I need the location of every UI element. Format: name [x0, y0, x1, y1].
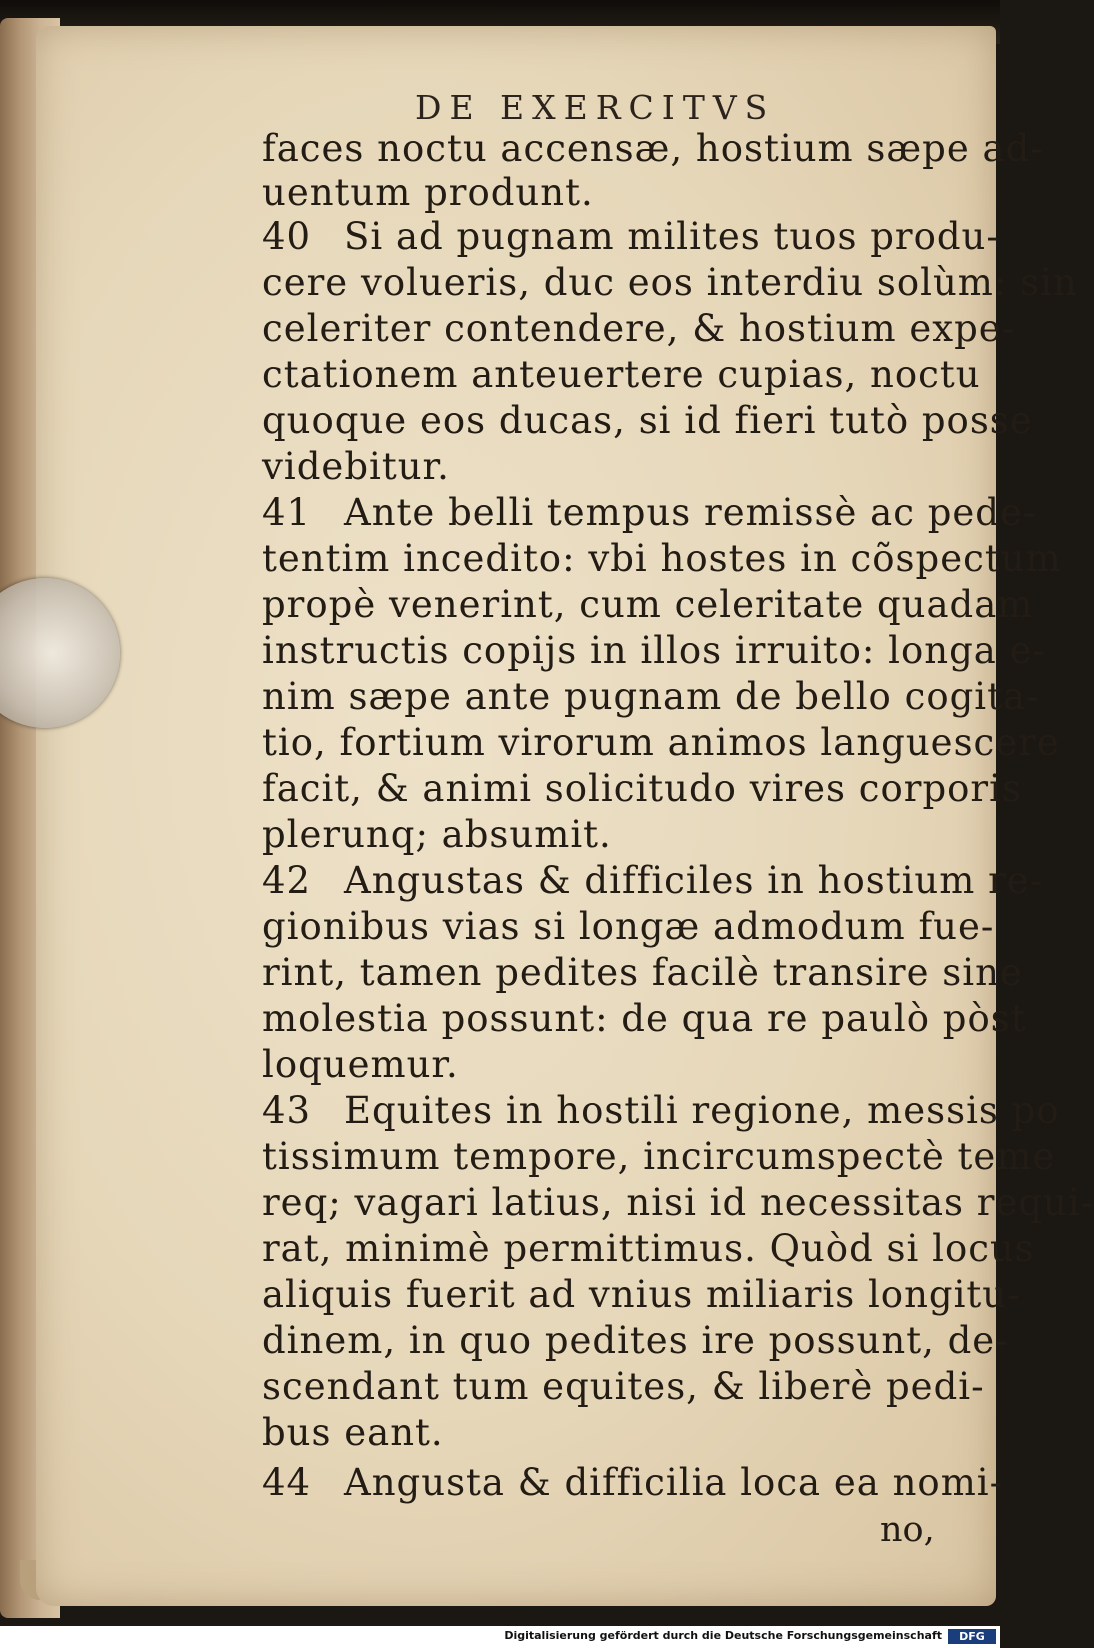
text-line: gionibus vias si longæ admodum fue-	[262, 905, 995, 948]
text-line: cere volueris, duc eos interdiu solùm: sin	[262, 261, 1078, 304]
section-number: 44	[262, 1461, 312, 1504]
section-number: 41	[262, 491, 312, 534]
section-number: 42	[262, 859, 312, 902]
text-line: plerunq; absumit.	[262, 813, 612, 856]
text-line: ctationem anteuertere cupias, noctu	[262, 353, 981, 396]
text-line: molestia possunt: de qua re paulò pòst	[262, 997, 1027, 1040]
text-line: aliquis fuerit ad vnius miliaris longitu-	[262, 1273, 1021, 1316]
section-number: 40	[262, 215, 312, 258]
text-line: req; vagari latius, nisi id necessitas requi-	[262, 1181, 1094, 1224]
text-line: 41 Ante belli tempus remissè ac pede-	[262, 491, 1037, 534]
text-line: facit, & animi solicitudo vires corporis	[262, 767, 1022, 810]
text-line: tio, fortium virorum animos languescere	[262, 721, 1060, 764]
text-line: uentum produnt.	[262, 171, 594, 214]
text-line: scendant tum equites, & liberè pedi-	[262, 1365, 985, 1408]
text-line: celeriter contendere, & hostium expe-	[262, 307, 1016, 350]
running-header: DE EXERCITVS	[415, 88, 776, 127]
text-line: tissimum tempore, incircumspectè teme	[262, 1135, 1056, 1178]
catchword: no,	[880, 1510, 935, 1550]
text-line: propè venerint, cum celeritate quadam	[262, 583, 1034, 626]
funding-credit: Digitalisierung gefördert durch die Deutsche Forschungsgemeinschaft	[504, 1629, 942, 1642]
text-line: faces noctu accensæ, hostium sæpe ad-	[262, 127, 1044, 170]
text-line: rat, minimè permittimus. Quòd si locus	[262, 1227, 1035, 1270]
text-line: dinem, in quo pedites ire possunt, de-	[262, 1319, 1009, 1362]
text-line: rint, tamen pedites facilè transire sine	[262, 951, 1023, 994]
text-line: 44 Angusta & difficilia loca ea nomi-	[262, 1461, 1004, 1504]
text-line: tentim incedito: vbi hostes in cõspectum	[262, 537, 1062, 580]
text-line: nim sæpe ante pugnam de bello cogita-	[262, 675, 1040, 718]
text-line: loquemur.	[262, 1043, 459, 1086]
text-line: 42 Angustas & difficiles in hostium re-	[262, 859, 1044, 902]
text-line: bus eant.	[262, 1411, 444, 1454]
section-number: 43	[262, 1089, 312, 1132]
text-line: videbitur.	[262, 445, 450, 488]
text-line: 43 Equites in hostili regione, messis po	[262, 1089, 1060, 1132]
text-line: 40 Si ad pugnam milites tuos produ-	[262, 215, 1000, 258]
text-line: instructis copijs in illos irruito: longa e-	[262, 629, 1046, 672]
text-line: quoque eos ducas, si id fieri tutò posse	[262, 399, 1033, 442]
digitization-footer	[0, 1626, 1000, 1648]
dfg-logo: DFG	[948, 1629, 996, 1644]
